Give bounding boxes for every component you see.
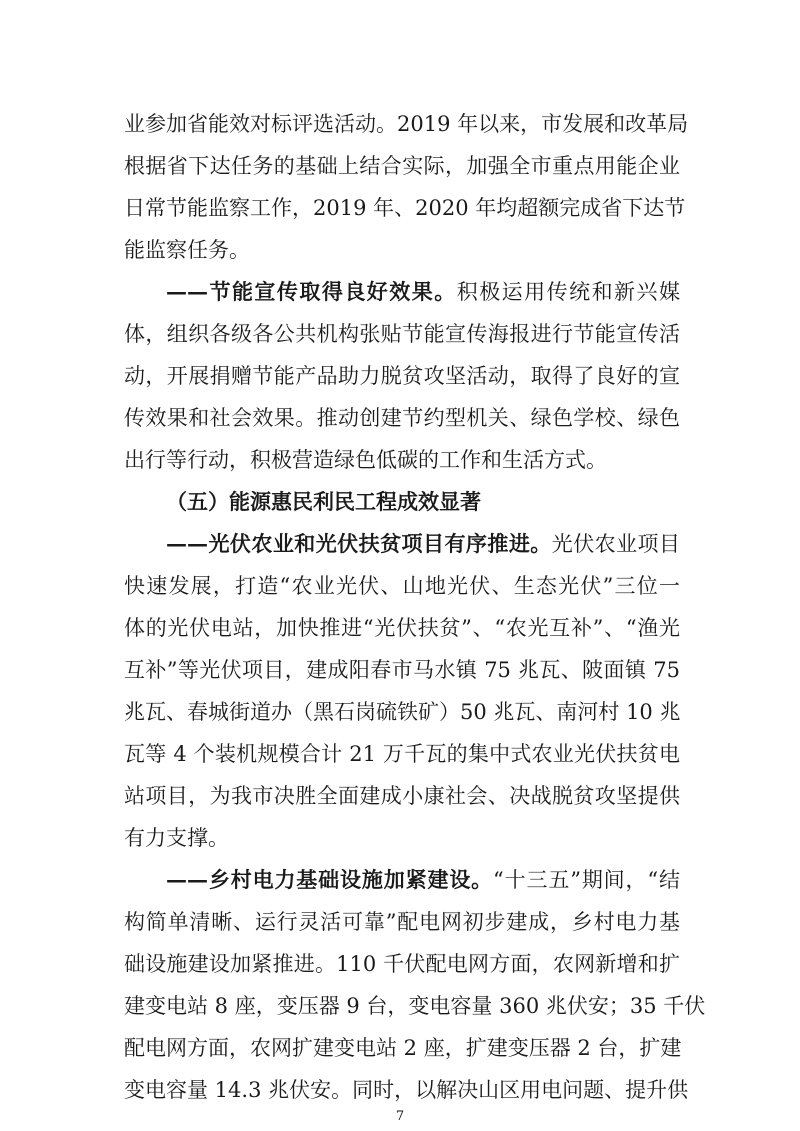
line-text: 兆瓦、春城街道办（黑石岗硫铁矿）50 兆瓦、南河村 10 兆 xyxy=(124,700,681,724)
line-text: 建变电站 8 座，变压器 9 台，变电容量 360 兆伏安；35 千伏 xyxy=(124,994,706,1018)
paragraph-line xyxy=(124,908,680,936)
paragraph-line xyxy=(166,278,680,306)
paragraph-line xyxy=(124,740,680,768)
line-text: 变电容量 14.3 兆伏安。同时，以解决山区用电问题、提升供 xyxy=(124,1078,689,1102)
line-text: 传效果和社会效果。推动创建节约型机关、绿色学校、绿色 xyxy=(124,406,680,430)
paragraph-line xyxy=(124,782,680,810)
paragraph-line xyxy=(166,866,680,894)
line-text: 有力支撑。 xyxy=(124,826,229,850)
line-text: 瓦等 4 个装机规模合计 21 万千瓦的集中式农业光伏扶贫电 xyxy=(124,742,680,766)
line-text: 业参加省能效对标评选活动。2019 年以来，市发展和改革局 xyxy=(124,112,689,136)
line-text: 根据省下达任务的基础上结合实际，加强全市重点用能企业 xyxy=(124,154,680,178)
line-text: 积极运用传统和新兴媒 xyxy=(456,280,681,304)
line-text: 能监察任务。 xyxy=(124,238,250,262)
paragraph-line xyxy=(166,530,680,558)
section-heading: ——乡村电力基础设施加紧建设。 xyxy=(166,867,494,892)
line-text: 日常节能监察工作，2019 年、2020 年均超额完成省下达节 xyxy=(124,196,686,220)
section-heading: ——光伏农业和光伏扶贫项目有序推进。 xyxy=(166,531,552,556)
paragraph-line xyxy=(124,362,680,390)
section-title xyxy=(166,488,680,516)
line-text: 快速发展，打造“农业光伏、山地光伏、生态光伏”三位一 xyxy=(124,574,680,598)
paragraph-line xyxy=(124,152,680,180)
line-text: 站项目，为我市决胜全面建成小康社会、决战脱贫攻坚提供 xyxy=(124,784,680,808)
paragraph-line xyxy=(124,1034,680,1062)
line-text: 出行等行动，积极营造绿色低碳的工作和生活方式。 xyxy=(124,448,607,472)
paragraph-line xyxy=(124,656,680,684)
line-text: 互补”等光伏项目，建成阳春市马水镇 75 兆瓦、陂面镇 75 xyxy=(124,658,680,682)
paragraph-line xyxy=(124,824,680,852)
paragraph-line xyxy=(124,614,680,642)
paragraph-line xyxy=(124,992,706,1020)
line-text: 础设施建设加紧推进。110 千伏配电网方面，农网新增和扩 xyxy=(124,952,680,976)
paragraph-line xyxy=(124,1076,689,1104)
line-text: 构简单清晰、运行灵活可靠”配电网初步建成，乡村电力基 xyxy=(124,910,680,934)
section-heading: ——节能宣传取得良好效果。 xyxy=(166,279,457,304)
paragraph-line xyxy=(124,404,680,432)
paragraph-line xyxy=(124,572,680,600)
line-text: 光伏农业项目 xyxy=(551,532,681,556)
line-text: 体，组织各级各公共机构张贴节能宣传海报进行节能宣传活 xyxy=(124,322,680,346)
paragraph-line xyxy=(124,320,680,348)
paragraph-line xyxy=(124,446,680,474)
page-number: 7 xyxy=(395,1109,405,1124)
paragraph-line xyxy=(124,236,680,264)
section-heading: （五）能源惠民利民工程成效显著 xyxy=(166,489,481,514)
paragraph-line xyxy=(124,698,680,726)
paragraph-line xyxy=(124,950,680,978)
paragraph-line xyxy=(124,194,686,222)
line-text: “十三五”期间，“结 xyxy=(493,868,680,892)
line-text: 体的光伏电站，加快推进“光伏扶贫”、“农光互补”、“渔光 xyxy=(124,616,680,640)
line-text: 配电网方面，农网扩建变电站 2 座，扩建变压器 2 台，扩建 xyxy=(124,1036,682,1060)
line-text: 动，开展捐赠节能产品助力脱贫攻坚活动，取得了良好的宣 xyxy=(124,364,680,388)
paragraph-line xyxy=(124,110,689,138)
